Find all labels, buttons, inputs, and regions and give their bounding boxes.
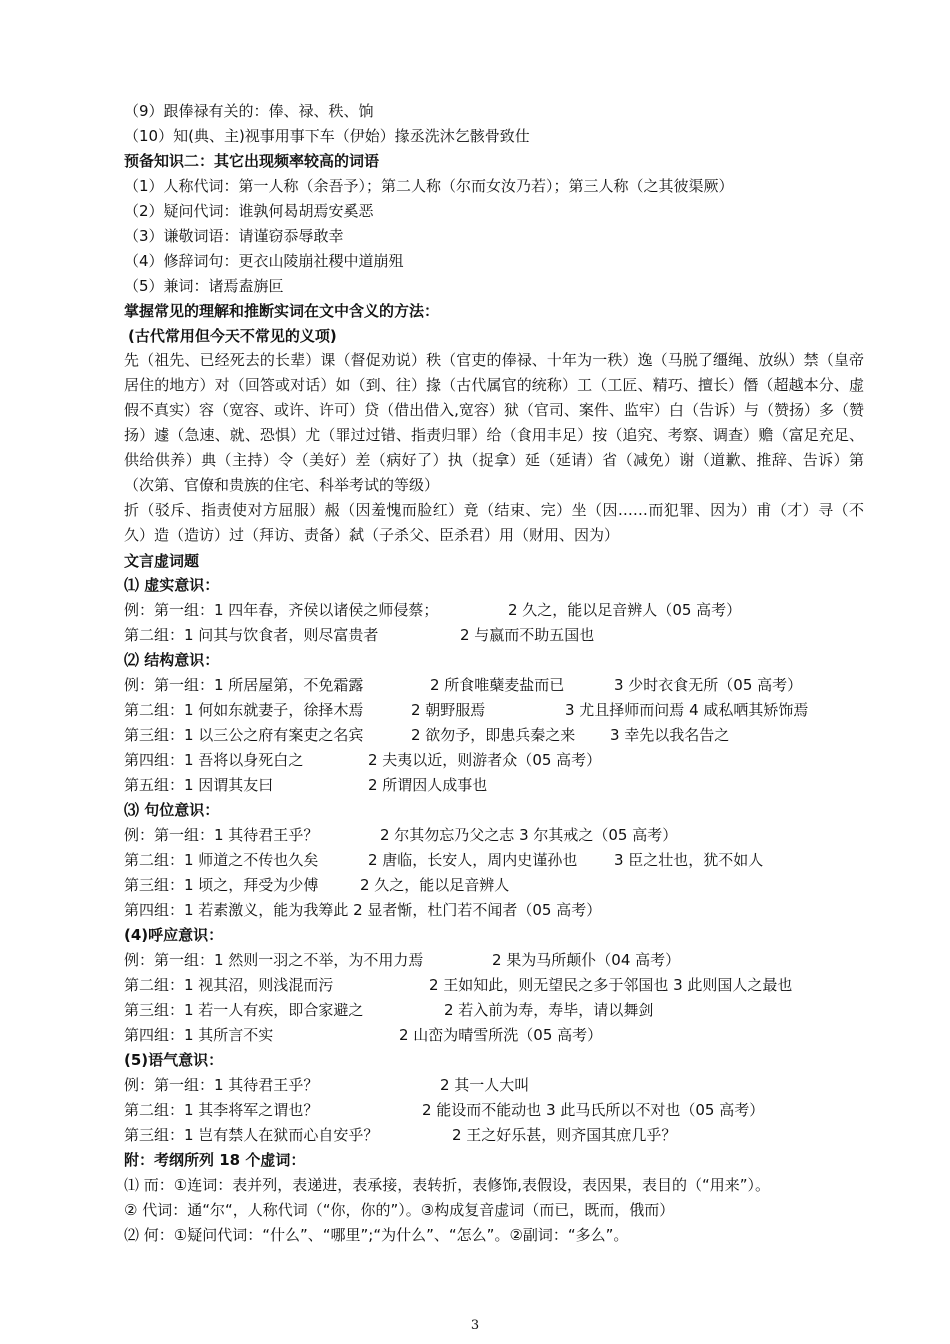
paragraph: 折（驳斥、指责使对方屈服）赧（因羞愧而脸红）竟（结束、完）坐（因……而犯罪、因为）甫（才）寻（不久）造（造访）过（拜访、责备）弑（子杀父、臣杀君）用（财用、因为） — [124, 501, 864, 544]
text-line: （4）修辞词句：更衣山陵崩社稷中道崩殂 — [124, 252, 404, 270]
text-line: ⑴ 而：①连词：表并列，表递进，表承接，表转折，表修饰,表假设，表因果，表目的（“用来”）。 — [124, 1176, 771, 1194]
example-row: 第三组：1 岂有禁人在狱而心自安乎？ 2 王之好乐甚，则齐国其庶几乎？ — [124, 1126, 677, 1144]
sub-heading: (古代常用但今天不常见的义项) — [128, 327, 337, 345]
example-row: 第三组：1 顷之，拜受为少傅 2 久之，能以足音辨人 — [124, 876, 510, 894]
text-line: （9）跟俸禄有关的：俸、禄、秩、饷 — [124, 102, 374, 120]
example-row: 第五组：1 因谓其友曰 2 所谓因人成事也 — [124, 776, 488, 794]
example-row: 第四组：1 吾将以身死白之 2 夫夷以近，则游者众（05 高考） — [124, 751, 602, 769]
section-heading: 附：考纲所列 18 个虚词： — [124, 1151, 306, 1169]
text-line: ② 代词：通“尔“，人称代词（“你，你的”）。③构成复音虚词（而已，既而，俄而） — [124, 1201, 675, 1219]
example-row: 例：第一组：1 所居屋第，不免霜露 2 所食唯蘖麦盐而已 3 少时衣食无所（05 高考） — [124, 676, 803, 694]
example-row: 例：第一组：1 其待君王乎？ 2 其一人大叫 — [124, 1076, 530, 1094]
text-line: ⑵ 何：①疑问代词：“什么”、“哪里”;“为什么”、“怎么”。②副词：“多么”。 — [124, 1226, 629, 1244]
text-line: （10）知(典、主)视事用事下车（伊始）掾丞洗沐乞骸骨致仕 — [124, 127, 530, 145]
subsection-heading: (5)语气意识： — [124, 1051, 224, 1069]
example-row: 第三组：1 若一人有疾，即合家避之 2 若入前为寿，寿毕，请以舞剑 — [124, 1001, 654, 1019]
example-row: 第四组：1 若素激义，能为我筹此 2 显者惭，杜门若不闻者（05 高考） — [124, 901, 602, 919]
example-row: 第二组：1 其李将军之谓也？ 2 能设而不能动也 3 此马氏所以不对也（05 高考） — [124, 1101, 765, 1119]
example-row: 第二组：1 何如东就妻子，徐择木焉 2 朝野服焉 3 尤且择师而问焉 4 咸私哂其矫饰焉 — [124, 701, 809, 719]
section-heading: 文言虚词题 — [124, 552, 200, 570]
example-row: 第二组：1 师道之不传也久矣 2 唐临，长安人，周内史谨孙也 3 臣之壮也，犹不如人 — [124, 851, 764, 869]
text-line: （3）谦敬词语：请谨窃忝辱敢幸 — [124, 227, 344, 245]
example-row: 第二组：1 视其沼，则浅混而污 2 王如知此，则无望民之多于邻国也 3 此则国人之最也 — [124, 976, 793, 994]
example-row: 第三组：1 以三公之府有案吏之名宾 2 欲勿予，即患兵秦之来 3 幸先以我名告之 — [124, 726, 730, 744]
example-row: 第四组：1 其所言不实 2 山峦为晴雪所洗（05 高考） — [124, 1026, 603, 1044]
subsection-heading: ⑴ 虚实意识： — [124, 576, 220, 594]
subsection-heading: ⑵ 结构意识： — [124, 651, 220, 669]
example-row: 例：第一组：1 然则一羽之不举，为不用力焉 2 果为马所颠仆（04 高考） — [124, 951, 681, 969]
text-line: （2）疑问代词：谁孰何曷胡焉安奚恶 — [124, 202, 374, 220]
section-heading: 预备知识二：其它出现频率较高的词语 — [124, 152, 380, 170]
text-line: （5）兼词：诸焉盍旃叵 — [124, 277, 284, 295]
page-number: 3 — [470, 1318, 480, 1333]
subsection-heading: (4)呼应意识： — [124, 926, 224, 944]
example-row: 例：第一组：1 其待君王乎？ 2 尔其勿忘乃父之志 3 尔其戒之（05 高考） — [124, 826, 678, 844]
paragraph: 先（祖先、已经死去的长辈）课（督促劝说）秩（官吏的俸禄、十年为一秩）逸（马脱了缰绳、放纵）禁（皇帝居住的地方）对（回答或对话）如（到、往）掾（古代属官的统称）工（工匠、精巧、擅长）僭（超越本分、虚假不真实）容（宽容、或许、许可）贷（借出借入,宽容）狱（官司、案件、监牢）白（告诉）与（赞扬）多（赞扬）遽（急速、就、恐惧）尤（罪过过错、指责归罪）给（食用丰足）按（追究、考察、调查）赡（富足充足、供给供养）典（主持）令（美好）差（病好了）执（捉拿）延（延请）省（减免）谢（道歉、推辞、告诉）第（次第、官僚和贵族的住宅、科举考试的等级） — [124, 351, 864, 494]
section-heading: 掌握常见的理解和推断实词在文中含义的方法： — [124, 302, 440, 320]
example-row: 例：第一组：1 四年春，齐侯以诸侯之师侵蔡； 2 久之，能以足音辨人（05 高考） — [124, 601, 742, 619]
example-row: 第二组：1 问其与饮食者，则尽富贵者 2 与嬴而不助五国也 — [124, 626, 595, 644]
subsection-heading: ⑶ 句位意识： — [124, 801, 220, 819]
text-line: （1）人称代词：第一人称（余吾予）；第二人称（尔而女汝乃若）；第三人称（之其彼渠厥） — [124, 177, 734, 195]
